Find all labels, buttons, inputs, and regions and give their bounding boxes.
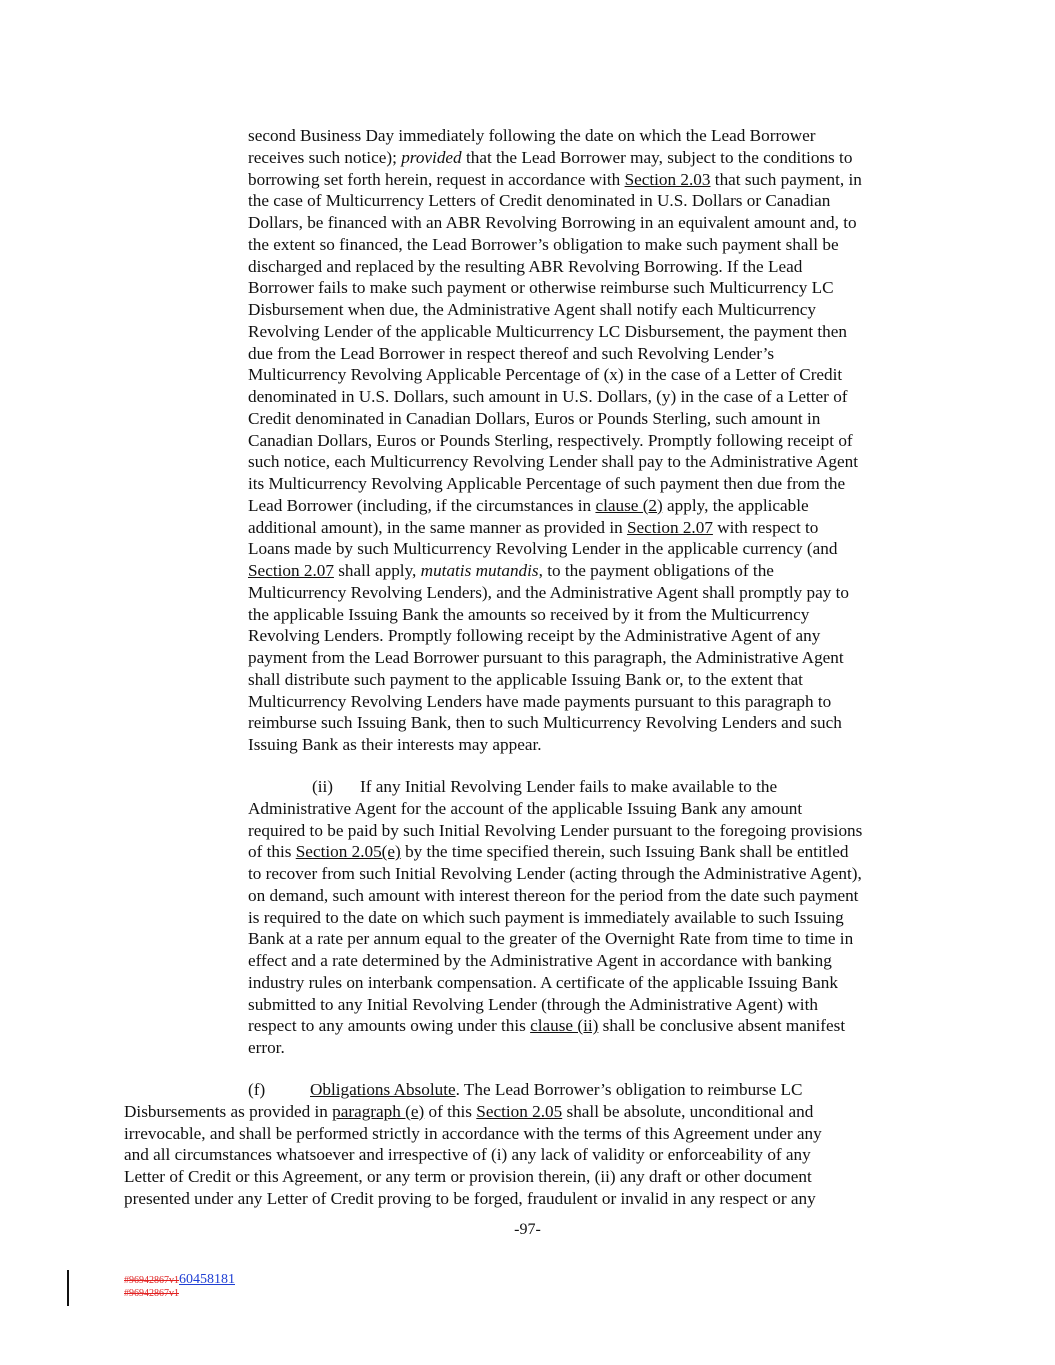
italic-term: mutatis mutandis [420, 561, 539, 580]
cross-reference-link: Section 2.07 [626, 517, 713, 537]
text-line: Multicurrency Revolving Lenders have made payments pursuant to this paragraph to [248, 691, 832, 711]
text-line: payment from the Lead Borrower pursuant to this paragraph, the Administrative Agent [248, 648, 844, 667]
text-line: presented under any Letter of Credit proving to be forged, fraudulent or invalid in any respect or any [124, 1188, 816, 1208]
text-line: second Business Day immediately following the date on which the Lead Borrower [248, 126, 816, 145]
text-line: effect and a rate determined by the Administrative Agent in accordance with banking [248, 951, 832, 970]
cross-reference-link: Section 2.05(e) [295, 842, 401, 862]
text-line: receives such notice); provided that the Lead Borrower may, subject to the conditions to [248, 147, 853, 167]
text-line: the applicable Issuing Bank the amounts so received by it from the Multicurrency [248, 604, 810, 624]
text-line: Dollars, be financed with an ABR Revolving Borrowing in an equivalent amount and, to [248, 213, 857, 232]
text-line: borrowing set forth herein, request in accordance with Section 2.03 that such payment, in [248, 169, 862, 189]
text-line: and all circumstances whatsoever and irrespective of (i) any lack of validity or enforceability of any [124, 1145, 811, 1165]
text-line: denominated in U.S. Dollars, such amount in U.S. Dollars, (y) in the case of a Letter of [248, 387, 848, 406]
text-line: irrevocable, and shall be performed strictly in accordance with the terms of this Agreement under any [124, 1123, 822, 1143]
text-line: error. [248, 1038, 285, 1057]
text-line: Letter of Credit or this Agreement, or any term or provision therein, (ii) any draft or other document [124, 1167, 812, 1186]
text-line: Loans made by such Multicurrency Revolving Lender in the applicable currency (and [248, 539, 838, 559]
text-line: Bank at a rate per annum equal to the greater of the Overnight Rate from time to time in [248, 929, 854, 949]
text-line: Disbursements as provided in paragraph (e) of this Section 2.05 shall be absolute, unconditional and [124, 1101, 814, 1121]
docid-inserted: 60458181 [179, 1272, 235, 1287]
text-line: is required to the date on which such payment is immediately available to such Issuing [248, 907, 844, 927]
document-id [124, 1273, 235, 1300]
text-line: Administrative Agent for the account of the applicable Issuing Bank any amount [248, 798, 803, 818]
clause-label: (ii) [312, 777, 333, 796]
text-line: shall distribute such payment to the applicable Issuing Bank or, to the extent that [248, 669, 803, 689]
text-line: on demand, such amount with interest thereon for the period from the date such payment [248, 885, 859, 905]
cross-reference-link: clause (ii) [530, 1016, 599, 1036]
text-line: discharged and replaced by the resulting ABR Revolving Borrowing. If the Lead [248, 256, 803, 276]
docid-deleted: #96942867v1 [124, 1275, 179, 1286]
text-line: industry rules on interbank compensation. A certificate of the applicable Issuing Bank [248, 972, 838, 992]
text-line: Issuing Bank as their interests may appear. [248, 735, 542, 754]
paragraph-f-obligations-absolute [124, 1079, 938, 1210]
text-line: to recover from such Initial Revolving Lender (acting through the Administrative Agent), [248, 864, 862, 883]
text-line: (f) Obligations Absolute. The Lead Borrower’s obligation to reimburse LC [248, 1080, 803, 1099]
text-line: Revolving Lenders. Promptly following receipt by the Administrative Agent of any [248, 626, 821, 646]
italic-term: provided [401, 147, 462, 167]
docid-deleted-second: #96942867v1 [124, 1288, 179, 1299]
text-line: (ii) If any Initial Revolving Lender fails to make available to the [312, 777, 778, 796]
text-line: the extent so financed, the Lead Borrower’s obligation to make such payment shall be [248, 234, 839, 254]
text-line: of this Section 2.05(e) by the time specified therein, such Issuing Bank shall be entitled [248, 842, 849, 862]
text-line: reimburse such Issuing Bank, then to such Multicurrency Revolving Lenders and such [248, 713, 842, 733]
text-line: respect to any amounts owing under this clause (ii) shall be conclusive absent manifest [248, 1016, 846, 1036]
text-line: Credit denominated in Canadian Dollars, Euros or Pounds Sterling, such amount in [248, 408, 821, 428]
text-line: Multicurrency Revolving Applicable Percentage of (x) in the case of a Letter of Credit [248, 365, 843, 385]
text-line: due from the Lead Borrower in respect thereof and such Revolving Lender’s [248, 343, 775, 363]
text-line: Lead Borrower (including, if the circumstances in clause (2) apply, the applicable [248, 495, 809, 515]
section-heading: Obligations Absolute [310, 1080, 456, 1099]
page-number: -97- [514, 1221, 541, 1238]
cross-reference-link: Section 2.05 [476, 1101, 563, 1121]
text-line: Disbursement when due, the Administrative Agent shall notify each Multicurrency [248, 300, 817, 319]
section-label: (f) [248, 1080, 266, 1099]
text-line: such notice, each Multicurrency Revolving Lender shall pay to the Administrative Agent [248, 452, 858, 472]
text-line: Borrower fails to make such payment or otherwise reimburse such Multicurrency LC [248, 278, 834, 298]
cross-reference-link: Section 2.07 [248, 561, 334, 580]
text-line: Canadian Dollars, Euros or Pounds Sterling, respectively. Promptly following receipt of [248, 430, 853, 450]
cross-reference-link: clause (2) [595, 495, 663, 515]
cross-reference-link: paragraph (e) [332, 1101, 425, 1121]
paragraph-continuation [248, 125, 938, 756]
text-line: its Multicurrency Revolving Applicable Percentage of such payment then due from the [248, 474, 846, 493]
text-line: required to be paid by such Initial Revolving Lender pursuant to the foregoing provisions [248, 820, 863, 840]
text-line: additional amount), in the same manner as provided in Section 2.07 with respect to [248, 517, 819, 537]
text-line: Section 2.07 shall apply, mutatis mutandis, to the payment obligations of the [248, 561, 774, 580]
change-bar [67, 1270, 69, 1306]
text-line: Revolving Lender of the applicable Multicurrency LC Disbursement, the payment then [248, 321, 848, 341]
text-line: Multicurrency Revolving Lenders), and the Administrative Agent shall promptly pay to [248, 582, 849, 602]
text-line: submitted to any Initial Revolving Lender (through the Administrative Agent) with [248, 994, 818, 1014]
text-line: the case of Multicurrency Letters of Credit denominated in U.S. Dollars or Canadian [248, 191, 831, 211]
cross-reference-link: Section 2.03 [624, 169, 711, 189]
paragraph-ii [248, 776, 938, 1059]
